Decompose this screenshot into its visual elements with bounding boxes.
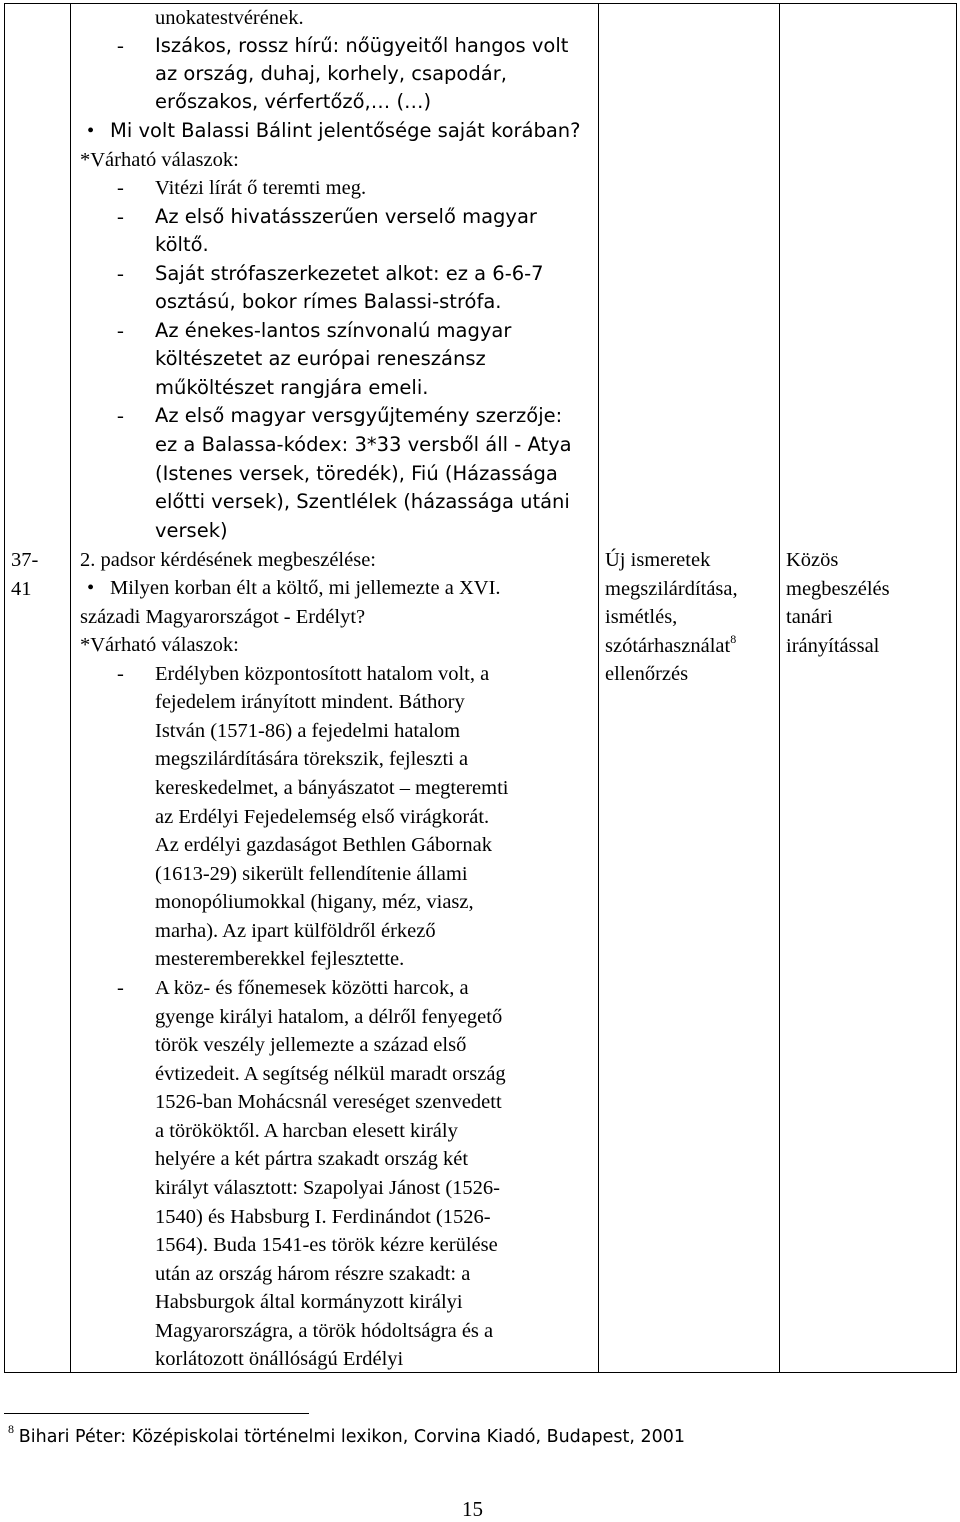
content-line: osztású, bokor rímes Balassi-strófa. [155,290,502,313]
bullet: • [87,577,95,599]
content-line: 1564). Buda 1541-es török kézre kerülése [155,1234,498,1256]
content-line: költészetet az európai reneszánsz [155,347,486,370]
content-line: fejedelem irányított mindent. Báthory [155,691,465,713]
content-line: mesteremberekkel fejlesztette. [155,948,405,970]
content-line: Habsburgok által kormányzott királyi [155,1291,463,1313]
content-line: költő. [155,233,209,256]
content-line: Milyen korban élt a költő, mi jellemezte a XVI. [110,577,501,599]
content-line: *Várható válaszok: [80,149,239,171]
content-line: (1613-29) sikerült fellendítenie állami [155,863,468,885]
footnote-number: 8 [8,1422,14,1436]
content-line: Saját strófaszerkezetet alkot: ez a 6-6-7 [155,262,544,285]
session-number: 37- 41 [11,549,39,600]
goal-line: megszilárdítása, [605,577,738,600]
content-line: királyt választott: Szapolyai Jánost (1526- [155,1177,501,1199]
page-number: 15 [462,1497,483,1521]
content-line: műköltészet rangjára emeli. [155,376,429,399]
column-divider [598,4,599,1372]
footnote [8,1422,686,1449]
content-line: gyenge királyi hatalom, a délről fenyegető [155,1006,503,1028]
dash-marker: - [117,177,124,199]
method-line: irányítással [786,634,880,657]
content-line: (Istenes versek, töredék), Fiú (Házassága [155,462,558,485]
content-line: 2. padsor kérdésének megbeszélése: [80,549,376,571]
method-line: Közös [786,549,839,571]
content-line: 1540) és Habsburg I. Ferdinándot (1526- [155,1206,491,1228]
goal-line: ismétlés, [605,606,678,628]
footnote-separator [4,1413,309,1414]
content-line: monopóliumokkal (higany, méz, viasz, [155,891,474,913]
dash-marker: - [117,320,124,342]
method-line: tanári [786,606,833,628]
dash-marker: - [117,35,124,57]
content-line: Az erdélyi gazdaságot Bethlen Gábornak [155,834,492,856]
content-line: Vitézi lírát ő teremti meg. [155,177,367,199]
content-line: Iszákos, rossz hírű: nőügyeitől hangos volt [155,34,569,57]
content-line: előtti versek), Szentlélek (házassága utáni [155,490,570,513]
content-line: korlátozott önállóságú Erdélyi [155,1348,404,1370]
content-line: *Várható válaszok: [80,634,239,656]
dash-marker: - [117,263,124,285]
footnote-text: Bihari Péter: Középiskolai történelmi lexikon, Corvina Kiadó, Budapest, 2001 [18,1427,686,1447]
dash-marker: - [117,977,124,999]
content-line: helyére a két pártra szakadt ország két [155,1148,469,1170]
content-line: 1526-ban Mohácsnál vereséget szenvedett [155,1091,502,1113]
content-line: századi Magyarországot - Erdélyt? [80,606,366,628]
content-line: A köz- és főnemesek közötti harcok, a [155,977,469,999]
bullet: • [87,120,95,142]
content-line: Erdélyben központosított hatalom volt, a [155,663,490,685]
content-line: török veszély jellemezte a század első [155,1034,467,1056]
method-column [786,546,890,660]
footnote-ref[interactable]: 8 [730,631,737,646]
content-line: Az első magyar versgyűjtemény szerzője: [155,404,563,427]
content-line: Az énekes-lantos színvonalú magyar [155,319,512,342]
content-line: Az első hivatásszerűen verselő magyar [155,205,537,228]
content-line: Magyarországra, a török hódoltságra és a [155,1320,494,1342]
content-line: versek) [155,519,228,542]
method-line: megbeszélés [786,577,890,600]
goal-line: ellenőrzés [605,663,689,685]
content-line: után az ország három részre szakadt: a [155,1263,471,1285]
content-line: István (1571-86) a fejedelmi hatalom [155,720,461,742]
goal-line: Új ismeretek [605,549,711,571]
content-line: unokatestvérének. [155,7,304,29]
content-line: megszilárdítására törekszik, fejleszti a [155,748,469,770]
column-divider [779,4,780,1372]
content-line: ez a Balassa-kódex: 3*33 versből áll - Atya [155,433,572,456]
content-line: marha). Az ipart külföldről érkező [155,920,436,942]
goal-line: szótárhasználat$^8$ [605,631,737,657]
content-line: kereskedelmet, a bányászatot – megteremti [155,777,509,799]
content-line: a törököktől. A harcban elesett király [155,1120,458,1142]
goal-column [605,546,738,689]
content-line: erőszakos, vérfertőző,… (…) [155,90,432,113]
content-line: évtizedeit. A segítség nélkül maradt ország [155,1063,506,1085]
content-line: az Erdélyi Fejedelemség első virágkorát. [155,806,490,828]
content-line: az ország, duhaj, korhely, csapodár, [155,62,507,85]
dash-marker: - [117,206,124,228]
column-divider [70,4,71,1372]
content-line: Mi volt Balassi Bálint jelentősége saját korában? [110,119,581,142]
dash-marker: - [117,405,124,427]
dash-marker: - [117,663,124,685]
